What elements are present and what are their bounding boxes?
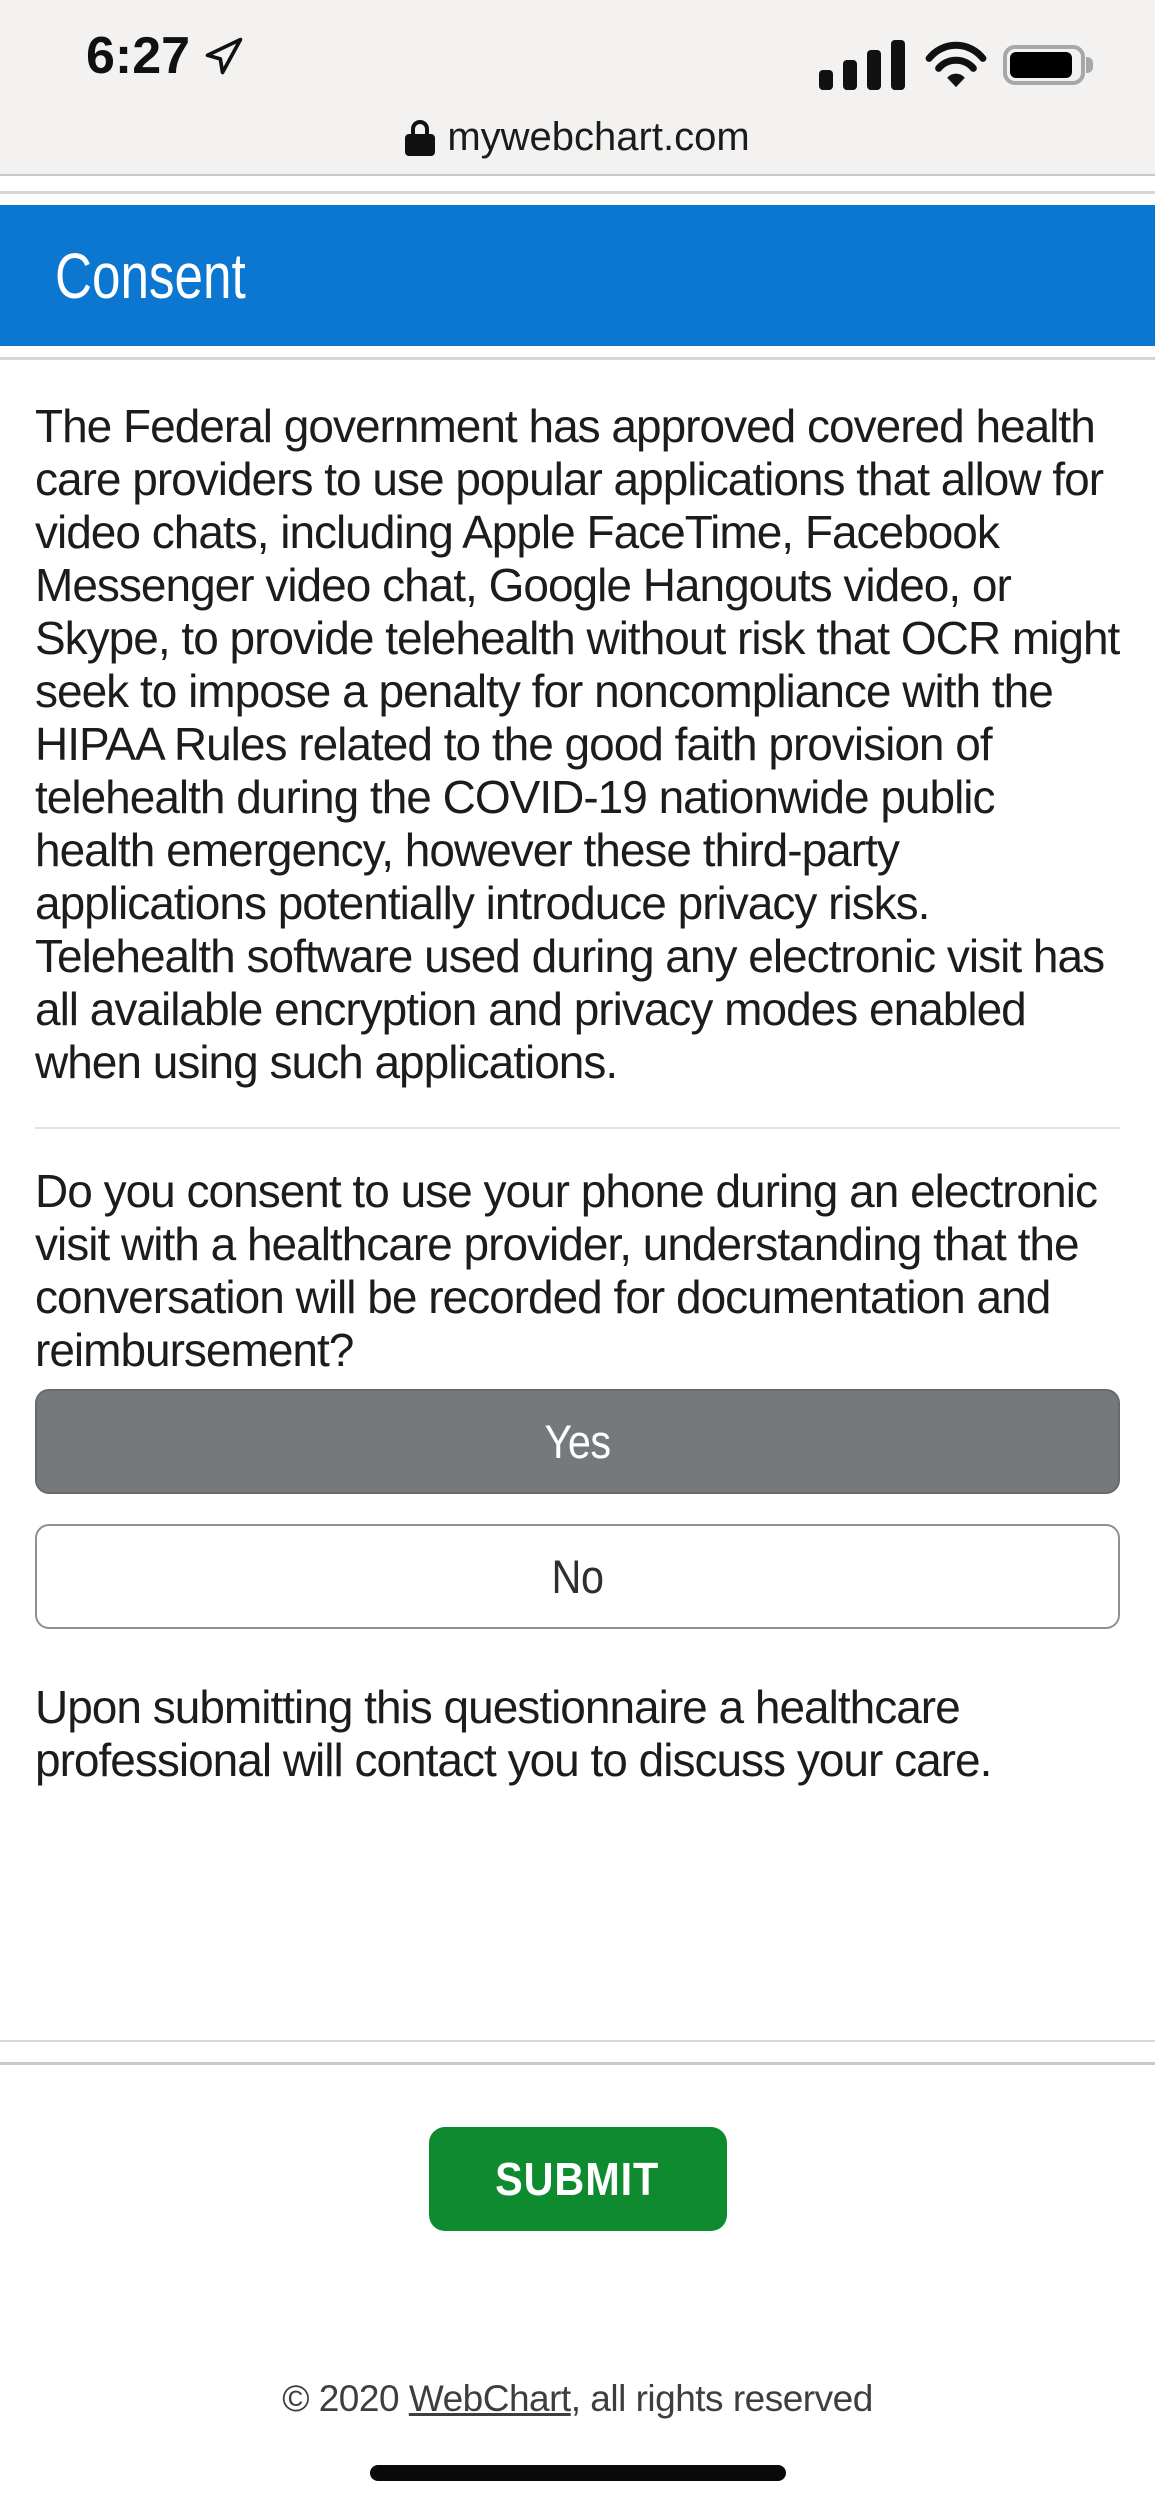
battery-icon: [1003, 43, 1099, 87]
submit-button-label: SUBMIT: [495, 2153, 660, 2205]
location-arrow-icon: [202, 34, 246, 78]
lock-icon: [405, 120, 435, 156]
submission-note: Upon submitting this questionnaire a healthcare professional will contact you to discuss your care.: [35, 1681, 992, 1786]
section-divider: [35, 1127, 1120, 1129]
divider-band: [0, 194, 1155, 205]
submit-button[interactable]: [429, 2127, 727, 2231]
copyright-suffix: , all rights reserved: [570, 2378, 873, 2419]
copyright-prefix: © 2020: [282, 2378, 409, 2419]
footer: [0, 2377, 1155, 2421]
status-time: [86, 26, 246, 86]
status-bar: [0, 0, 1155, 176]
consent-paragraph: The Federal government has approved covered health care providers to use popular applications that allow for video chats, including Apple FaceTime, Facebook Messenger video chat, Google Hangouts video, or Skype, to provide telehealth without risk that OCR might seek to impose a penalty for noncompliance with the HIPAA Rules related to the good faith provision of telehealth during the COVID-19 nationwide public health emergency, however these third-party applications potentially introduce privacy risks. Telehealth software used during any electronic visit has all available encryption and privacy modes enabled when using such applications.: [35, 400, 1120, 1088]
page-header: [0, 205, 1155, 346]
submit-row: [0, 2127, 1155, 2231]
time-label: 6:27: [86, 27, 191, 85]
consent-question: Do you consent to use your phone during an electronic visit with a healthcare provider, understanding that the conversation will be recorded for documentation and reimbursement?: [35, 1165, 1097, 1376]
prefooter-divider-line-2: [0, 2062, 1155, 2065]
yes-button-label: Yes: [544, 1415, 611, 1468]
content-spacer: [0, 1787, 1155, 2040]
divider-band: [0, 176, 1155, 191]
no-button-label: No: [551, 1550, 604, 1603]
home-indicator[interactable]: [370, 2465, 786, 2481]
divider-line-header: [0, 357, 1155, 360]
divider-band: [0, 346, 1155, 357]
prefooter-divider-gap: [0, 2042, 1155, 2062]
wifi-icon: [925, 41, 987, 89]
page-title: Consent: [55, 239, 246, 312]
status-icons: [817, 38, 1099, 92]
url-bar[interactable]: [0, 115, 1155, 160]
consent-form: [0, 400, 1155, 1787]
cellular-signal-icon: [817, 38, 909, 92]
url-domain: mywebchart.com: [447, 115, 750, 159]
webchart-link[interactable]: WebChart: [408, 2378, 571, 2419]
no-button[interactable]: [35, 1524, 1120, 1629]
yes-button[interactable]: [35, 1389, 1120, 1494]
